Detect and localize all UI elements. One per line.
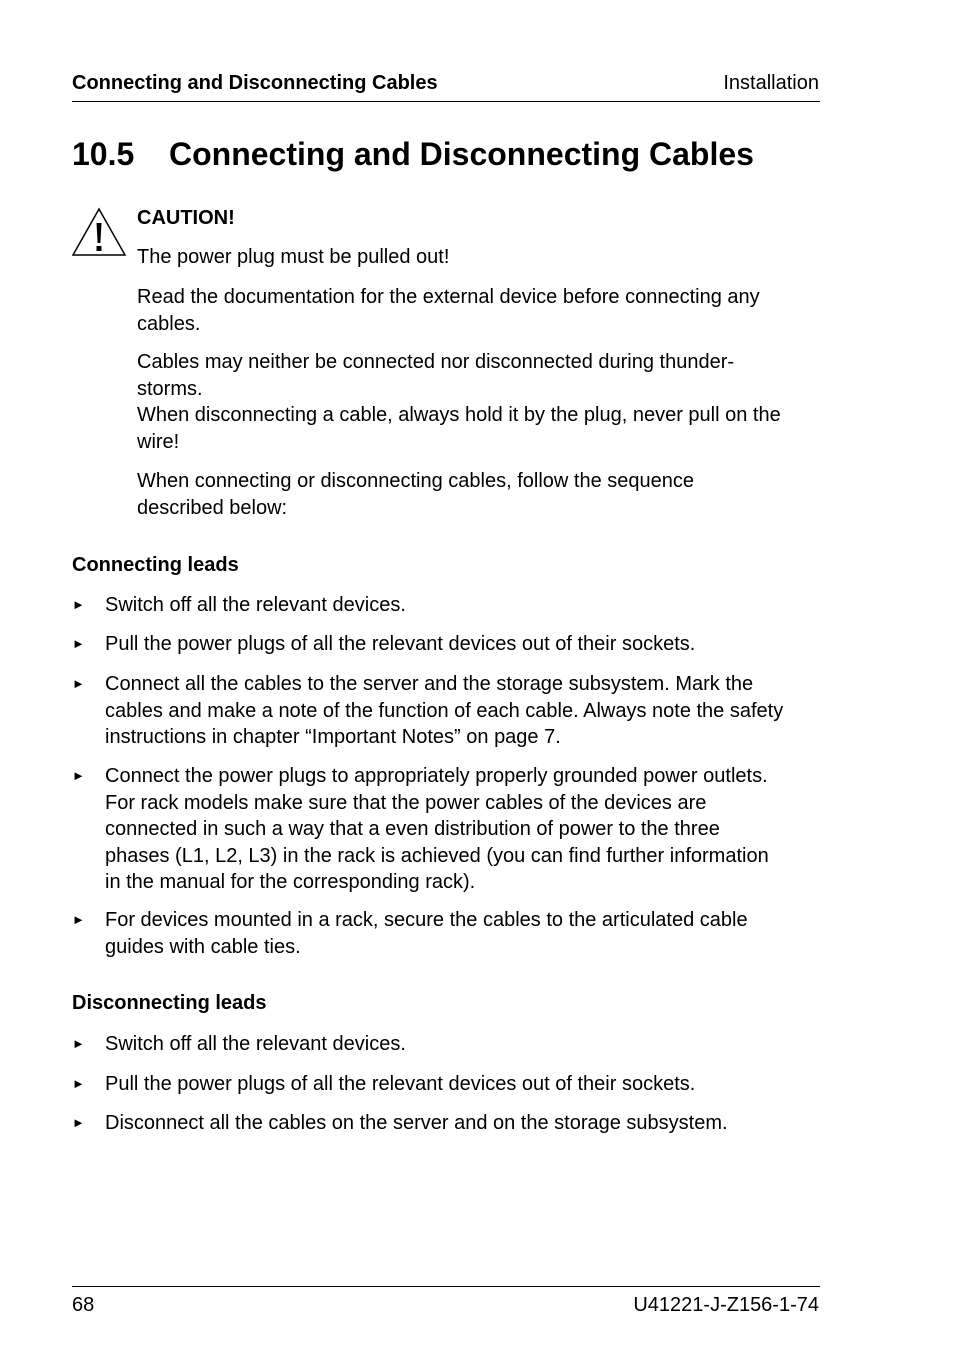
text-line: cables and make a note of the function of each cable. Always note the safety xyxy=(105,699,784,722)
bullet-arrow-icon: ► xyxy=(72,1115,85,1130)
text-line: phases (L1, L2, L3) in the rack is achieved (you can find further information xyxy=(105,844,769,867)
caution-paragraph xyxy=(137,349,827,455)
text-line: Pull the power plugs of all the relevant devices out of their sockets. xyxy=(105,1073,696,1095)
text-line: storms. xyxy=(137,377,203,400)
text-line: Read the documentation for the external device before connecting any xyxy=(137,286,760,308)
bullet-arrow-icon: ► xyxy=(72,1036,85,1051)
text-line: Disconnect all the cables on the server and on the storage subsystem. xyxy=(105,1112,728,1134)
caution-paragraph: The power plug must be pulled out! xyxy=(137,246,450,268)
list-item xyxy=(72,671,832,751)
text-line: described below: xyxy=(137,496,288,519)
subheading-disconnecting: Disconnecting leads xyxy=(72,992,267,1014)
text-line: wire! xyxy=(137,430,180,453)
text-line: For devices mounted in a rack, secure the cables to the articulated cable xyxy=(105,909,748,931)
text-line: For rack models make sure that the power cables of the devices are xyxy=(105,791,707,814)
text-line: Connect all the cables to the server and the storage subsystem. Mark the xyxy=(105,673,754,695)
document-code: U41221-J-Z156-1-74 xyxy=(633,1294,819,1316)
list-item xyxy=(72,907,832,960)
header-rule xyxy=(72,101,820,102)
text-line: connected in such a way that a even distribution of power to the three xyxy=(105,818,720,840)
caution-paragraph xyxy=(137,284,827,337)
text-line: cables. xyxy=(137,312,201,335)
bullet-arrow-icon: ► xyxy=(72,676,85,691)
caution-heading: CAUTION! xyxy=(137,207,235,229)
bullet-arrow-icon: ► xyxy=(72,1076,85,1091)
section-number: 10.5 xyxy=(72,136,135,172)
text-line: guides with cable ties. xyxy=(105,935,301,958)
list-item xyxy=(72,631,832,658)
text-line: Cables may neither be connected nor disconnected during thunder- xyxy=(137,351,735,373)
text-line: in the manual for the corresponding rack). xyxy=(105,871,476,893)
list-item xyxy=(72,1031,832,1058)
bullet-arrow-icon: ► xyxy=(72,768,85,783)
list-item xyxy=(72,592,832,619)
text-line: Switch off all the relevant devices. xyxy=(105,1033,406,1055)
bullet-arrow-icon: ► xyxy=(72,597,85,612)
page-title xyxy=(72,136,754,173)
subheading-connecting: Connecting leads xyxy=(72,554,239,576)
warning-triangle-icon xyxy=(72,206,128,258)
list-item xyxy=(72,1110,832,1137)
list-item xyxy=(72,1071,832,1098)
footer-rule xyxy=(72,1286,820,1287)
section-title: Connecting and Disconnecting Cables xyxy=(169,136,754,172)
bullet-arrow-icon: ► xyxy=(72,636,85,651)
running-header-title: Connecting and Disconnecting Cables xyxy=(72,72,438,94)
text-line: instructions in chapter “Important Notes” on page 7. xyxy=(105,726,561,748)
text-line: When disconnecting a cable, always hold it by the plug, never pull on the xyxy=(137,404,781,426)
text-line: Connect the power plugs to appropriately properly grounded power outlets. xyxy=(105,765,768,787)
list-item xyxy=(72,763,832,896)
bullet-arrow-icon: ► xyxy=(72,912,85,927)
page-number: 68 xyxy=(72,1294,95,1316)
running-header-section: Installation xyxy=(723,72,819,94)
text-line: Pull the power plugs of all the relevant devices out of their sockets. xyxy=(105,633,696,655)
text-line: When connecting or disconnecting cables, follow the sequence xyxy=(137,470,695,492)
caution-paragraph xyxy=(137,468,827,521)
text-line: Switch off all the relevant devices. xyxy=(105,594,406,616)
